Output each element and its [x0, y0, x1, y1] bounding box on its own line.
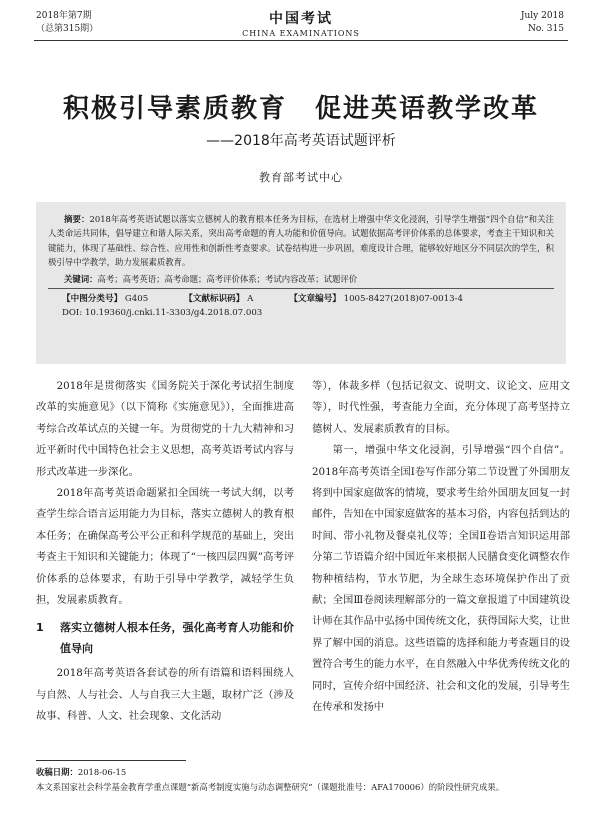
article-no-label: 【文章编号】 — [289, 293, 341, 304]
document-code — [184, 292, 271, 306]
footnote-divider — [36, 760, 186, 761]
keywords-label: 关键词： — [64, 273, 98, 284]
abstract-label: 摘要： — [64, 214, 90, 224]
journal-name — [0, 8, 602, 38]
paragraph: 2018年是贯彻落实《国务院关于深化考试招生制度改革的实施意见》（以下简称《实施意见》），全面推进高考综合改革试点的关键一年。为贯彻党的十九大精神和习近平新时代中国特色社会主义思想，高考英语考试内容与形式改革进一步深化。 — [36, 380, 294, 478]
received-date — [36, 766, 566, 779]
article-no-value: 1005-8427(2018)07-0013-4 — [343, 293, 463, 304]
doc-code-value: A — [247, 293, 254, 304]
classification-info — [48, 292, 554, 306]
article-number — [289, 292, 481, 306]
article-subtitle: ——2018年高考英语试题评析 — [206, 133, 396, 149]
abstract — [48, 212, 554, 270]
clc-value: G405 — [124, 293, 149, 304]
issue-no: No. 315 — [527, 24, 564, 34]
keywords — [48, 272, 554, 286]
abstract-text: 2018年高考英语试题以落实立德树人的教育根本任务为目标，在选材上增强中华文化浸润，引导学生增强“四个自信”和关注人类命运共同体，倡导建立和谐人际关系，突出高考命题的育人功能和价值导向。试题依据高考评价体系的总体要求，考查主干知识和关键能力，体现了基础性、综合性、应用性和创新性考查要求。试卷结构进一步巩固，难度设计合理，能够较好地区分不同层次的学生，积极引导中学教学，助力发展素质教育。 — [48, 214, 554, 268]
abstract-divider — [48, 288, 554, 289]
journal-name-cn: 中国考试 — [269, 11, 333, 27]
paragraph: 等），体裁多样（包括记叙文、说明文、议论文、应用文等），时代性强，考查能力全面，充分体现了高考坚持立德树人、发展素质教育的目标。 — [312, 380, 570, 435]
clc-number — [62, 292, 166, 306]
paragraph: 2018年高考英语命题紧扣全国统一考试大纲，以考查学生综合语言运用能力为目标，落实立德树人的教育根本任务；在确保高考公平公正和科学规范的基础上，突出考查主干知识和关键能力；体现了“一核四层四翼”高考评价体系的总体要求，有助于引导中学教学，减轻学生负担，发展素质教育。 — [36, 487, 294, 607]
header-divider — [34, 40, 568, 41]
abstract-box — [36, 202, 566, 364]
clc-label: 【中图分类号】 — [62, 293, 123, 304]
journal-name-en: CHINA EXAMINATIONS — [242, 29, 360, 38]
article-author: 教育部考试中心 — [259, 171, 343, 184]
issue-date — [521, 10, 564, 36]
doi: DOI: 10.19360/j.cnki.11-3303/g4.2018.07.003 — [62, 307, 263, 318]
doc-code-label: 【文献标识码】 — [184, 293, 245, 304]
section-heading — [36, 617, 294, 659]
paragraph: 2018年高考英语各套试卷的所有语篇和语料围绕人与自然、人与社会、人与自我三大主题，取材广泛（涉及故事、科普、人文、社会现象、文化活动 — [36, 667, 294, 723]
paragraph: 第一，增强中华文化浸润，引导增强“四个自信”。2018年高考英语全国Ⅰ卷写作部分第二节设置了外国朋友将到中国家庭做客的情境，要求考生给外国朋友回复一封邮件，告知在中国家庭做客的基本习俗，内容包括到达的时间、带小礼物及餐桌礼仪等；全国Ⅱ卷语言知识运用部分第二节语篇介绍中国近年来根据人民膳食变化调整农作物种植结构，节水节肥，为全球生态环境保护作出了贡献；全国Ⅲ卷阅读理解部分的一篇文章报道了中国建筑设计师在其作品中弘扬中国传统文化，获得国际大奖，让世界了解中国的消息。这些语篇的选择和能力考查题目的设置符合考生的能力水平，在自然融入中华优秀传统文化的同时，宣传介绍中国经济、社会和文化的发展，引导考生在传承和发扬中 — [312, 444, 570, 714]
received-value: 2018-06-15 — [77, 767, 127, 777]
issue-total: （总第315期） — [36, 24, 99, 34]
issue-number: 2018年第7期 — [36, 11, 92, 21]
issue-month-year: July 2018 — [520, 11, 564, 21]
funding-note: 本文系国家社会科学基金教育学重点课题“新高考制度实施与动态调整研究”（课题批准号：AFA170006）的阶段性研究成果。 — [36, 782, 505, 792]
article-title: 积极引导素质教育 促进英语教学改革 — [62, 94, 539, 124]
keywords-text: 高考；高考英语；高考命题；高考评价体系；考试内容改革；试题评价 — [97, 273, 358, 284]
section-number: 1 — [36, 621, 44, 635]
left-column — [36, 376, 294, 728]
received-label: 收稿日期： — [36, 767, 78, 777]
section-title: 落实立德树人根本任务，强化高考育人功能和价值导向 — [60, 621, 294, 656]
right-column — [312, 376, 570, 719]
